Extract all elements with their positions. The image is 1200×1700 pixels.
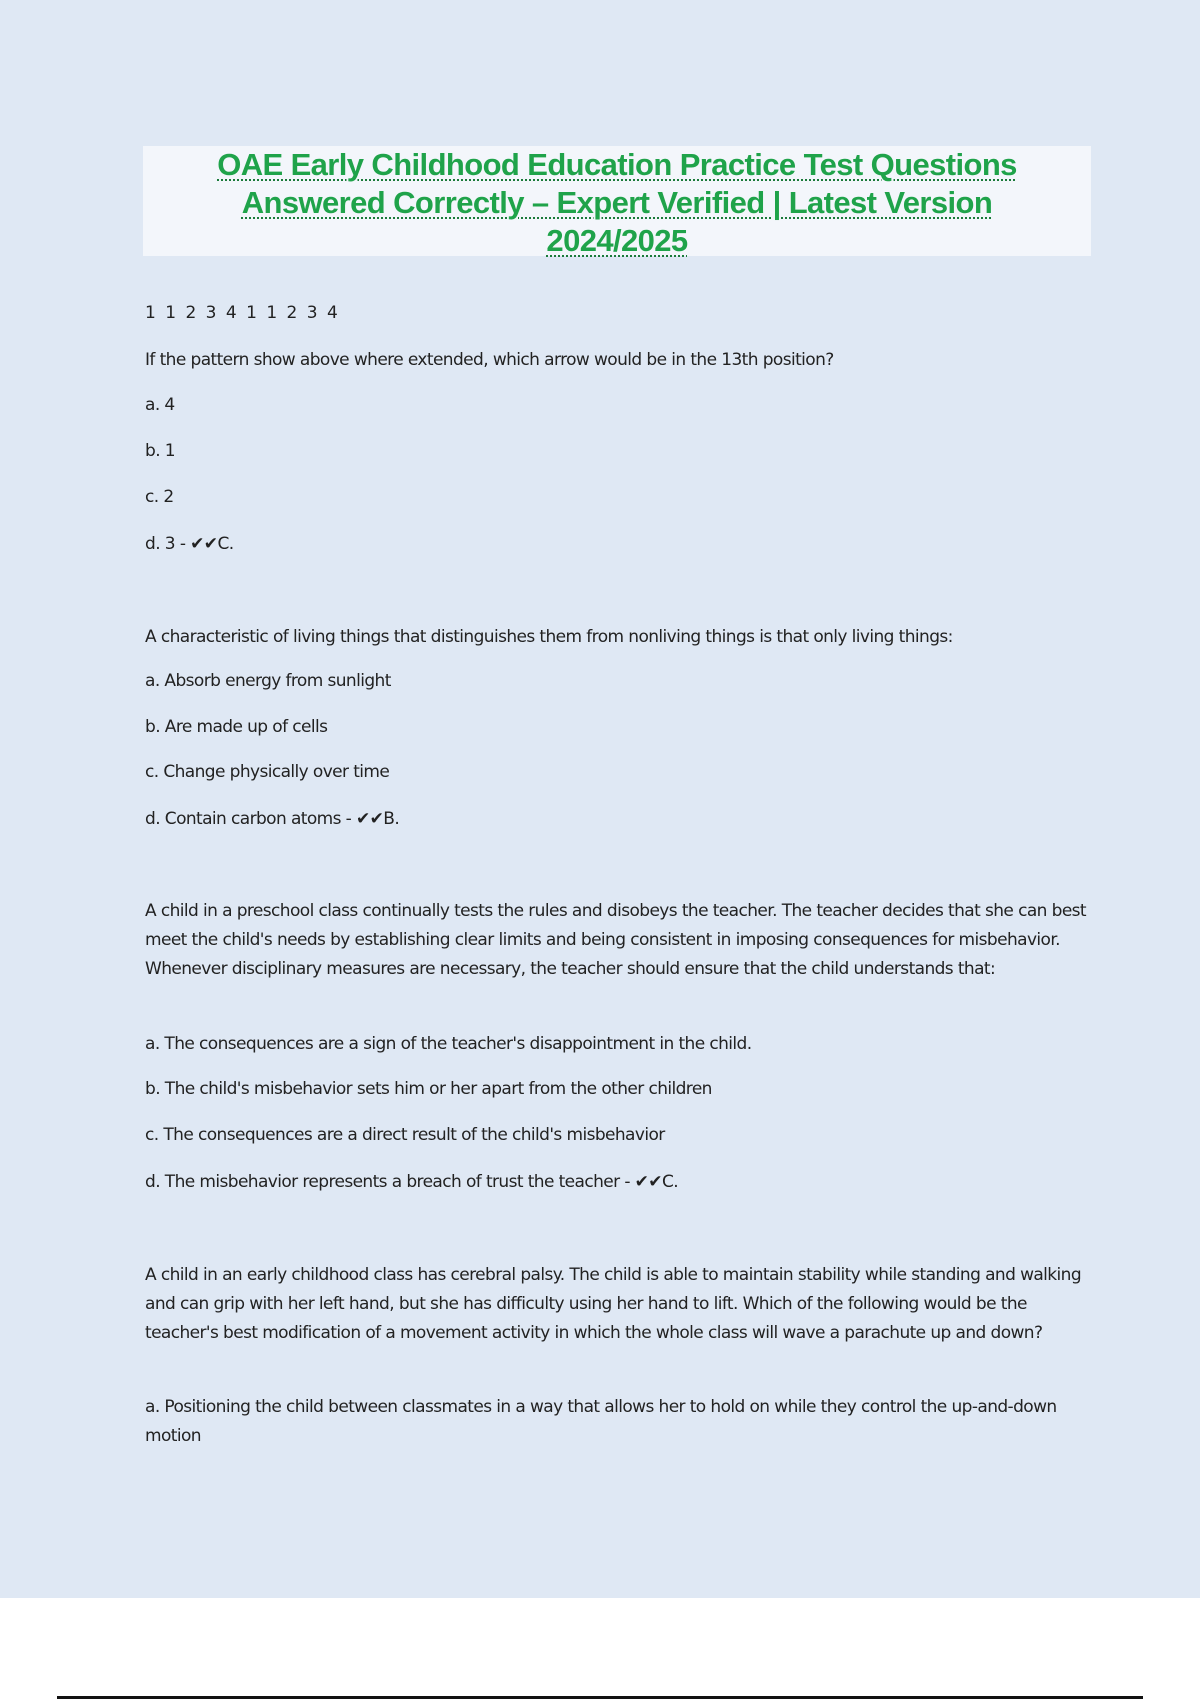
question-2-option-c: c. Change physically over time: [145, 762, 390, 782]
title-line-3: 2024/2025: [546, 223, 688, 258]
question-1-pattern: 1 1 2 3 4 1 1 2 3 4: [145, 303, 340, 323]
question-1-option-d-answer: d. 3 - ✔✔C.: [145, 534, 234, 554]
question-2-option-a: a. Absorb energy from sunlight: [145, 671, 391, 691]
question-3-option-d-answer: d. The misbehavior represents a breach of trust the teacher - ✔✔C.: [145, 1172, 679, 1192]
question-2-prompt: A characteristic of living things that distinguishes them from nonliving things is that only living things:: [145, 627, 953, 647]
question-3-option-b: b. The child's misbehavior sets him or her apart from the other children: [145, 1079, 712, 1099]
title-line-2: Answered Correctly – Expert Verified | Latest Version: [241, 185, 993, 220]
question-1-option-a: a. 4: [145, 395, 175, 415]
title-line-1: OAE Early Childhood Education Practice Test Questions: [217, 147, 1017, 182]
footer-divider: [57, 1696, 1143, 1699]
question-2-option-b: b. Are made up of cells: [145, 717, 328, 737]
question-2-option-d-answer: d. Contain carbon atoms - ✔✔B.: [145, 809, 400, 829]
question-3-option-a: a. The consequences are a sign of the teacher's disappointment in the child.: [145, 1034, 752, 1054]
question-1-option-c: c. 2: [145, 487, 174, 507]
question-3-prompt: A child in a preschool class continually tests the rules and disobeys the teacher. The teacher decides that she can best meet the child's needs by establishing clear limits and being consistent in imposing consequences for misbehavior. Whenever disciplinary measures are necessary, the teacher should ensure that the child understands that:: [145, 901, 1086, 979]
question-1-prompt: If the pattern show above where extended, which arrow would be in the 13th position?: [145, 350, 834, 370]
question-4-option-a: a. Positioning the child between classmates in a way that allows her to hold on while they control the up-and-down motion: [145, 1397, 1057, 1446]
question-1-option-b: b. 1: [145, 441, 176, 461]
question-3-option-c: c. The consequences are a direct result of the child's misbehavior: [145, 1125, 665, 1145]
document-title: [143, 146, 1091, 256]
question-4-prompt: A child in an early childhood class has cerebral palsy. The child is able to maintain stability while standing and walking and can grip with her left hand, but she has difficulty using her hand to lift. Which of the following would be the teacher's best modification of a movement activity in which the whole class will wave a parachute up and down?: [145, 1265, 1082, 1343]
